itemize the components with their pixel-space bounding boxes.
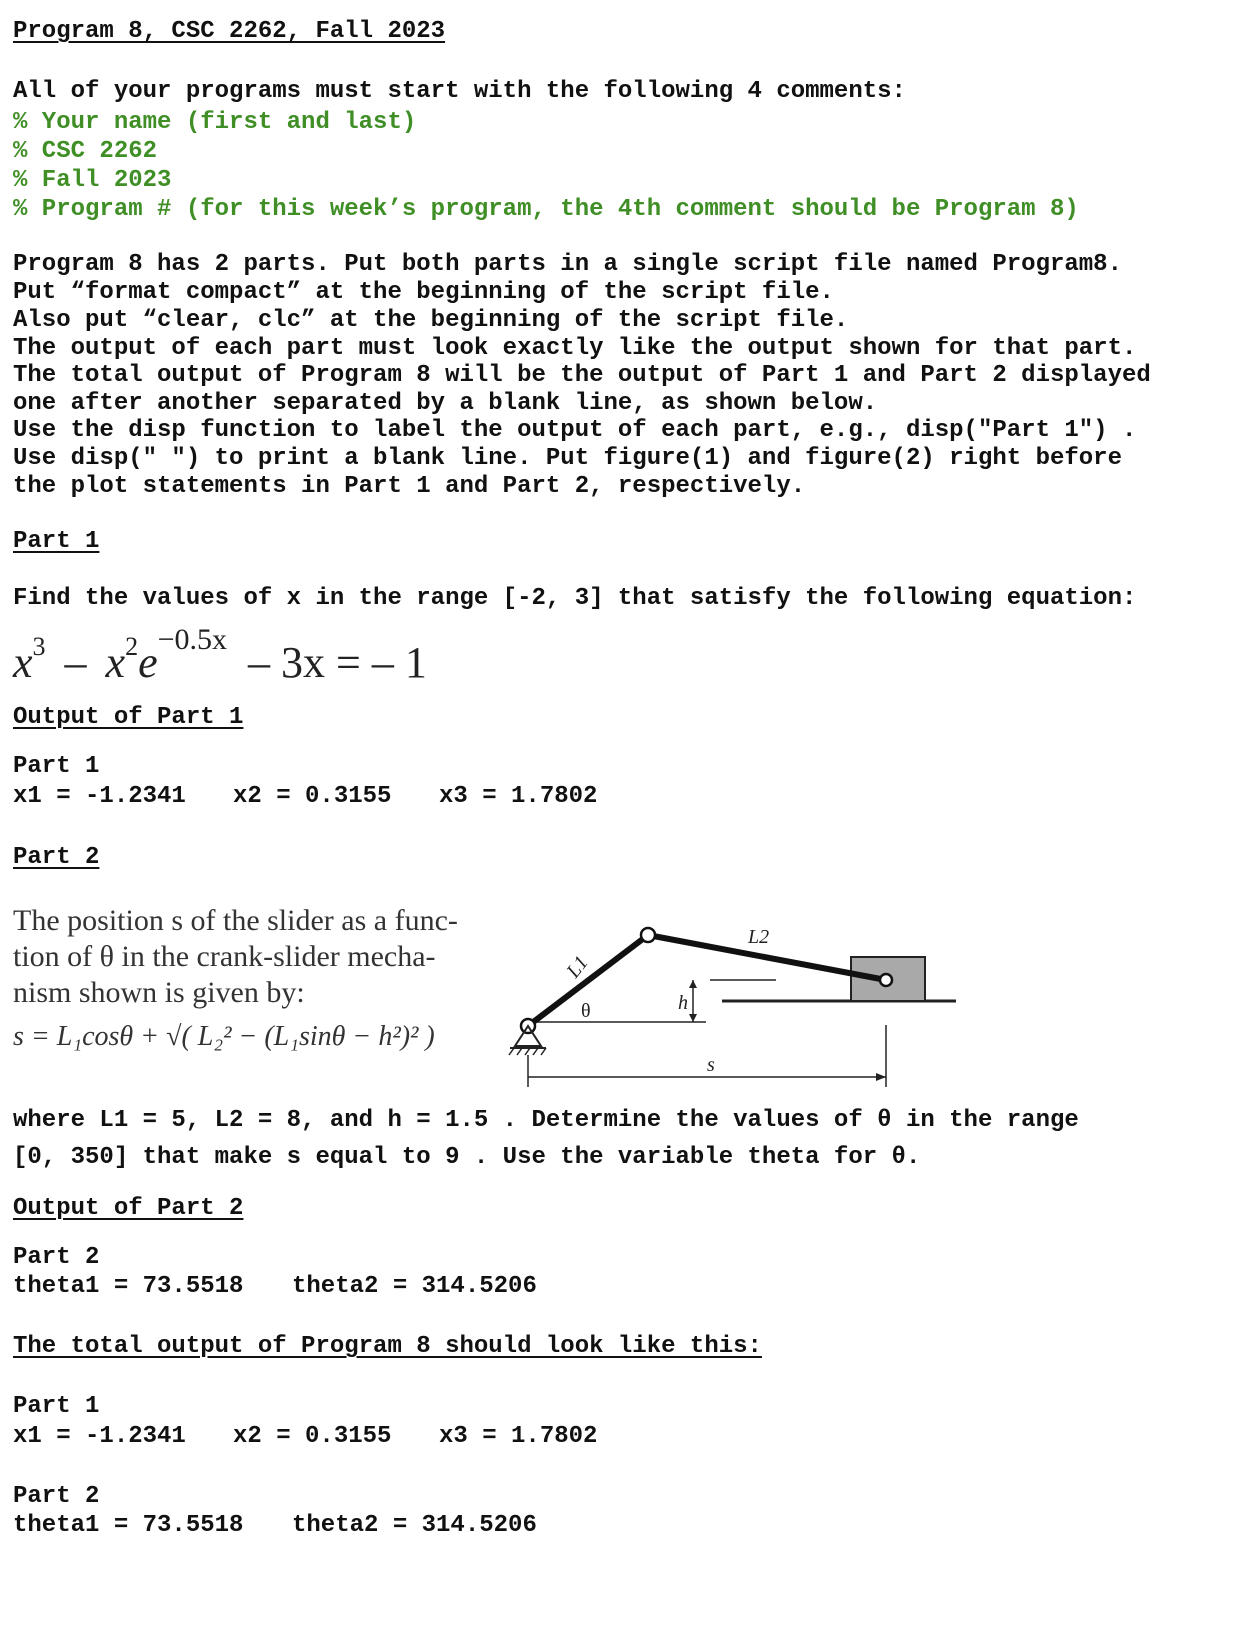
instruction-line: The total output of Program 8 will be the output of Part 1 and Part 2 displayed [13,362,1151,389]
part1-x2: x2 = 0.3155 [233,783,392,810]
part1-equation [13,622,427,693]
total-theta2: theta2 = 314.5206 [292,1512,537,1539]
page-title: Program 8, CSC 2262, Fall 2023 [13,18,446,45]
part2-where-line-2: [0, 350] that make s equal to 9 . Use the variable theta for θ. [13,1144,921,1171]
part2-output-label: Part 2 [13,1244,100,1271]
comment-line-1: % Your name (first and last) [13,109,417,136]
label-theta: θ [581,1000,591,1022]
part2-heading: Part 2 [13,844,100,871]
part2-output-heading: Output of Part 2 [13,1195,244,1222]
joint-pin-icon [641,928,655,942]
instruction-line: Use the disp function to label the output of each part, e.g., disp("Part 1") . [13,417,1137,444]
part2-formula: s = L₁cosθ + √( L₂² − (L₁sinθ − h²)² ) [13,1021,435,1052]
eq-minus: – [64,637,87,687]
part2-description-2: tion of θ in the crank-slider mecha- [13,940,436,973]
instruction-line: Put “format compact” at the beginning of the script file. [13,279,834,306]
eq-exp: $e^{-0.5x}$ [138,623,228,687]
total-output-heading: The total output of Program 8 should look like this: [13,1333,762,1360]
part2-theta1: theta1 = 73.5518 [13,1273,244,1300]
part1-task: Find the values of x in the range [-2, 3] that satisfy the following equation: [13,585,1137,612]
instruction-line: the plot statements in Part 1 and Part 2, respectively. [13,473,806,500]
eq-rest: – 3x = – 1 [248,637,427,687]
instruction-line: Also put “clear, clc” at the beginning of the script file. [13,307,849,334]
part2-description-3: nism shown is given by: [13,976,305,1009]
label-s: s [707,1054,715,1076]
arrowhead-right-icon [876,1073,886,1081]
slider-pin-icon [880,974,892,986]
comment-line-4: % Program # (for this week’s program, the 4th comment should be Program 8) [13,196,1079,223]
part1-x3: x3 = 1.7802 [439,783,598,810]
eq-x-squared: $x^2$ [105,632,139,687]
part1-x1: x1 = -1.2341 [13,783,186,810]
label-l1: L1 [562,951,593,983]
arrowhead-down-icon [689,1014,697,1022]
instruction-line: one after another separated by a blank line, as shown below. [13,390,878,417]
total-x1: x1 = -1.2341 [13,1423,186,1450]
part2-description-1: The position s of the slider as a func- [13,904,458,937]
part2-theta2: theta2 = 314.5206 [292,1273,537,1300]
part1-output-heading: Output of Part 1 [13,704,244,731]
eq-x-cubed: $x^3$ [13,632,46,687]
total-theta1: theta1 = 73.5518 [13,1512,244,1539]
comment-line-2: % CSC 2262 [13,138,158,165]
total-x3: x3 = 1.7802 [439,1423,598,1450]
instruction-line: The output of each part must look exactly like the output shown for that part. [13,335,1137,362]
part1-output-label: Part 1 [13,753,100,780]
instruction-line: Program 8 has 2 parts. Put both parts in a single script file named Program8. [13,251,1122,278]
comment-line-3: % Fall 2023 [13,167,172,194]
instruction-line: Use disp(" ") to print a blank line. Put figure(1) and figure(2) right before [13,445,1122,472]
part1-heading: Part 1 [13,528,100,555]
crank-slider-diagram [500,905,970,1100]
intro-text: All of your programs must start with the following 4 comments: [13,78,906,105]
label-l2: L2 [748,926,770,948]
total-part2-label: Part 2 [13,1483,100,1510]
total-part1-label: Part 1 [13,1393,100,1420]
part2-where-line-1: where L1 = 5, L2 = 8, and h = 1.5 . Determine the values of θ in the range [13,1107,1079,1134]
total-x2: x2 = 0.3155 [233,1423,392,1450]
label-h: h [678,992,688,1014]
arrowhead-up-icon [689,980,697,988]
